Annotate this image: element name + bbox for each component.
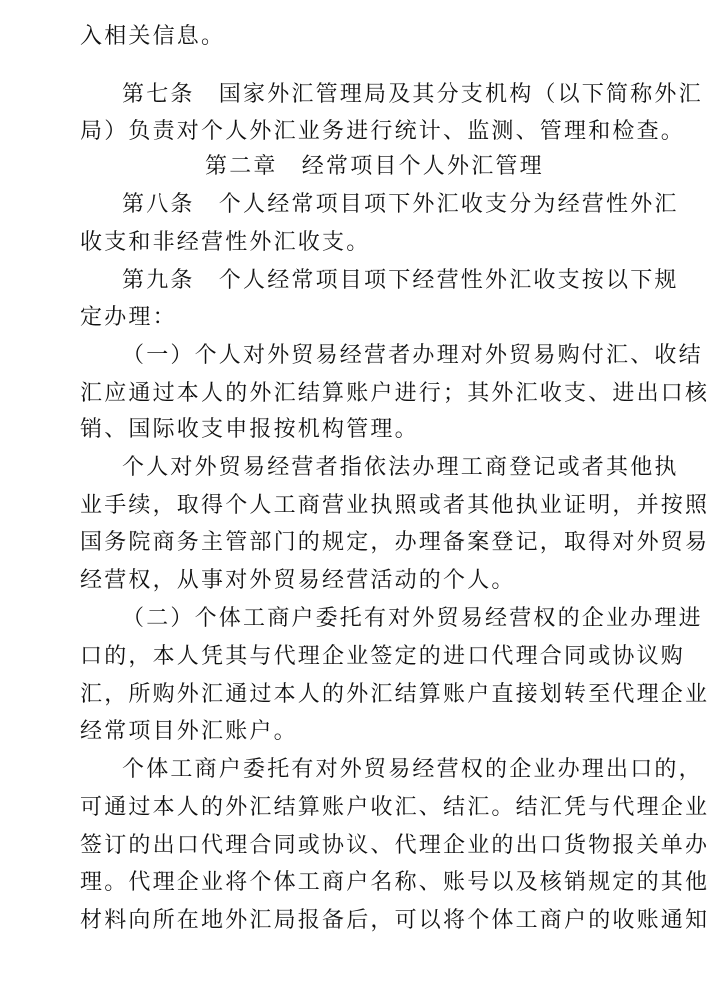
article-8-heading-line: 第八条 个人经常项目项下外汇收支分为经营性外汇	[122, 192, 679, 217]
text-line-21: 可通过本人的外汇结算账户收汇、结汇。结汇凭与代理企业	[80, 795, 710, 820]
text-line-1: 入相关信息。	[80, 24, 226, 49]
text-line-22: 签订的出口代理合同或协议、代理企业的出口货物报关单办	[80, 833, 710, 858]
article-7-heading-line: 第七条 国家外汇管理局及其分支机构（以下简称外汇	[122, 82, 703, 107]
text-line-24: 材料向所在地外汇局报备后，可以将个体工商户的收账通知	[80, 908, 710, 933]
text-line-23: 理。代理企业将个体工商户名称、账号以及核销规定的其他	[80, 870, 710, 895]
text-line-19: 经常项目外汇账户。	[80, 719, 298, 744]
text-line-3: 局）负责对个人外汇业务进行统计、监测、管理和检查。	[80, 119, 686, 144]
text-line-15: 经营权，从事对外贸易经营活动的个人。	[80, 568, 516, 593]
clause-2-heading-line: （二）个体工商户委托有对外贸易经营权的企业办理进	[122, 606, 703, 631]
text-line-14: 国务院商务主管部门的规定，办理备案登记，取得对外贸易	[80, 530, 710, 555]
text-line-8: 定办理：	[80, 305, 177, 330]
text-line-18: 汇，所购外汇通过本人的外汇结算账户直接划转至代理企业	[80, 682, 710, 707]
paragraph-heading-line-20: 个体工商户委托有对外贸易经营权的企业办理出口的，	[122, 757, 703, 782]
text-line-13: 业手续，取得个人工商营业执照或者其他执业证明，并按照	[80, 493, 710, 518]
article-9-heading-line: 第九条 个人经常项目项下经营性外汇收支按以下规	[122, 268, 679, 293]
text-line-11: 销、国际收支申报按机构管理。	[80, 417, 419, 442]
clause-1-heading-line: （一）个人对外贸易经营者办理对外贸易购付汇、收结	[122, 343, 703, 368]
paragraph-heading-line-12: 个人对外贸易经营者指依法办理工商登记或者其他执	[122, 455, 679, 480]
text-line-17: 口的，本人凭其与代理企业签定的进口代理合同或协议购	[80, 644, 686, 669]
text-line-6: 收支和非经营性外汇收支。	[80, 230, 371, 255]
text-line-10: 汇应通过本人的外汇结算账户进行；其外汇收支、进出口核	[80, 381, 710, 406]
chapter-2-title: 第二章 经常项目个人外汇管理	[205, 154, 544, 179]
